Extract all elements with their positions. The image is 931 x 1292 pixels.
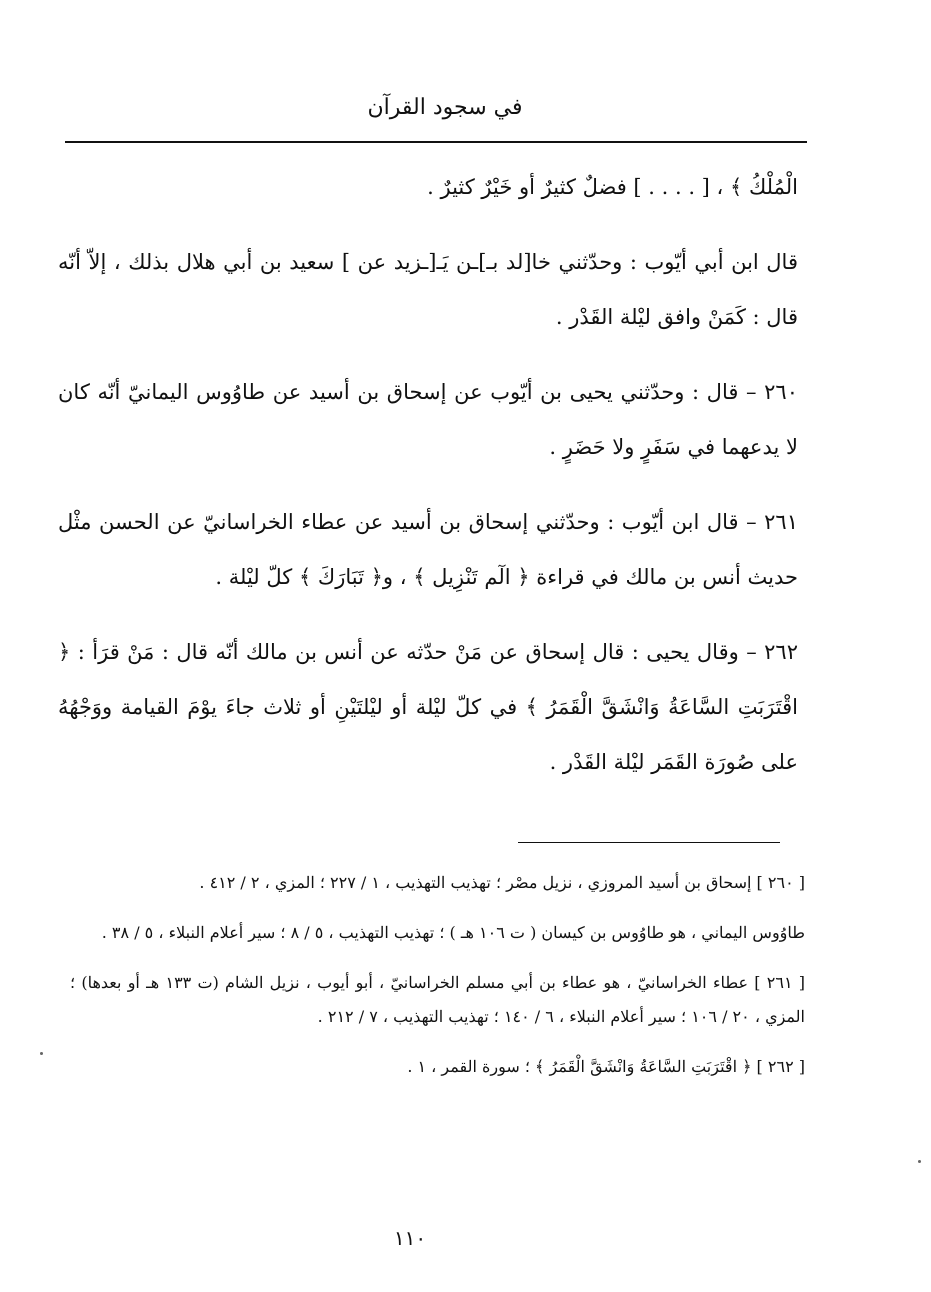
- paragraph-hadith-262: ٢٦٢ – وقال يحيى : قال إسحاق عن مَنْ حدّثه عن أنس بن مالك أنّه قال : مَنْ قرَأ : ﴿ اقْتَرَبَتِ السَّاعَةُ وَانْشَقَّ الْقَمَرُ ﴾ في كلّ ليْلة أو ليْلتَيْنِ أو ثلاث جاءَ يوْمَ القيامة ووَجْهُهُ على صُورَة القَمَر ليْلة القَدْر .: [58, 640, 798, 774]
- footnotes: [70, 866, 805, 1100]
- header-divider: [65, 141, 807, 143]
- footnote: [ ٢٦٢ ] ﴿ اقْتَرَبَتِ السَّاعَةُ وَانْشَقَّ الْقَمَرُ ﴾ ؛ سورة القمر ، ١ .: [407, 1057, 805, 1076]
- scan-speck: [40, 1052, 43, 1055]
- scan-speck: [918, 1160, 921, 1163]
- paragraph-hadith-261: ٢٦١ – قال ابن أيّوب : وحدّثني إسحاق بن أسيد عن عطاء الخراسانيّ عن الحسن مثْل حديث أنس بن مالك في قراءة ﴿ الٓم تَنْزِيل ﴾ ، و﴿ تَبَارَكَ ﴾ كلّ ليْلة .: [58, 510, 798, 589]
- page-header-title: في سجود القرآن: [367, 95, 523, 120]
- footnote: [ ٢٦١ ] عطاء الخراسانيّ ، هو عطاء بن أبي مسلم الخراسانيّ ، أبو أيوب ، نزيل الشام (ت ١٣٣ هـ أو بعدها) ؛ المزي ، ٢٠ / ١٠٦ ؛ سير أعلام النبلاء ، ٦ / ١٤٠ ؛ تهذيب التهذيب ، ٧ / ٢١٢ .: [70, 973, 806, 1026]
- paragraph: قال ابن أبي أيّوب : وحدّثني خا[لد بـ]ـن يَـ[ـزيد عن ] سعيد بن أبي هلال بذلك ، إلاّ أنّه قال : كَمَنْ وافق ليْلة القَدْر .: [58, 250, 798, 329]
- main-text: [58, 160, 798, 810]
- paragraph: الْمُلْكُ ﴾ ، [ . . . . ] فضلٌ كثيرٌ أو خَيْرٌ كثيرٌ .: [427, 175, 798, 199]
- footnote-divider: [518, 842, 780, 843]
- paragraph-hadith-260: ٢٦٠ – قال : وحدّثني يحيى بن أيّوب عن إسحاق بن أسيد عن طاوُوس اليمانيّ أنّه كان لا يدعهما في سَفَرٍ ولا حَضَرٍ .: [58, 380, 798, 459]
- footnote: [ ٢٦٠ ] إسحاق بن أسيد المروزي ، نزيل مصْر ؛ تهذيب التهذيب ، ١ / ٢٢٧ ؛ المزي ، ٢ / ٤١٢ .: [199, 873, 805, 892]
- page-number: ١١٠: [393, 1226, 427, 1250]
- footnote: طاوُوس اليماني ، هو طاوُوس بن كيسان ( ت ١٠٦ هـ ) ؛ تهذيب التهذيب ، ٥ / ٨ ؛ سير أعلام النبلاء ، ٥ / ٣٨ .: [101, 923, 805, 942]
